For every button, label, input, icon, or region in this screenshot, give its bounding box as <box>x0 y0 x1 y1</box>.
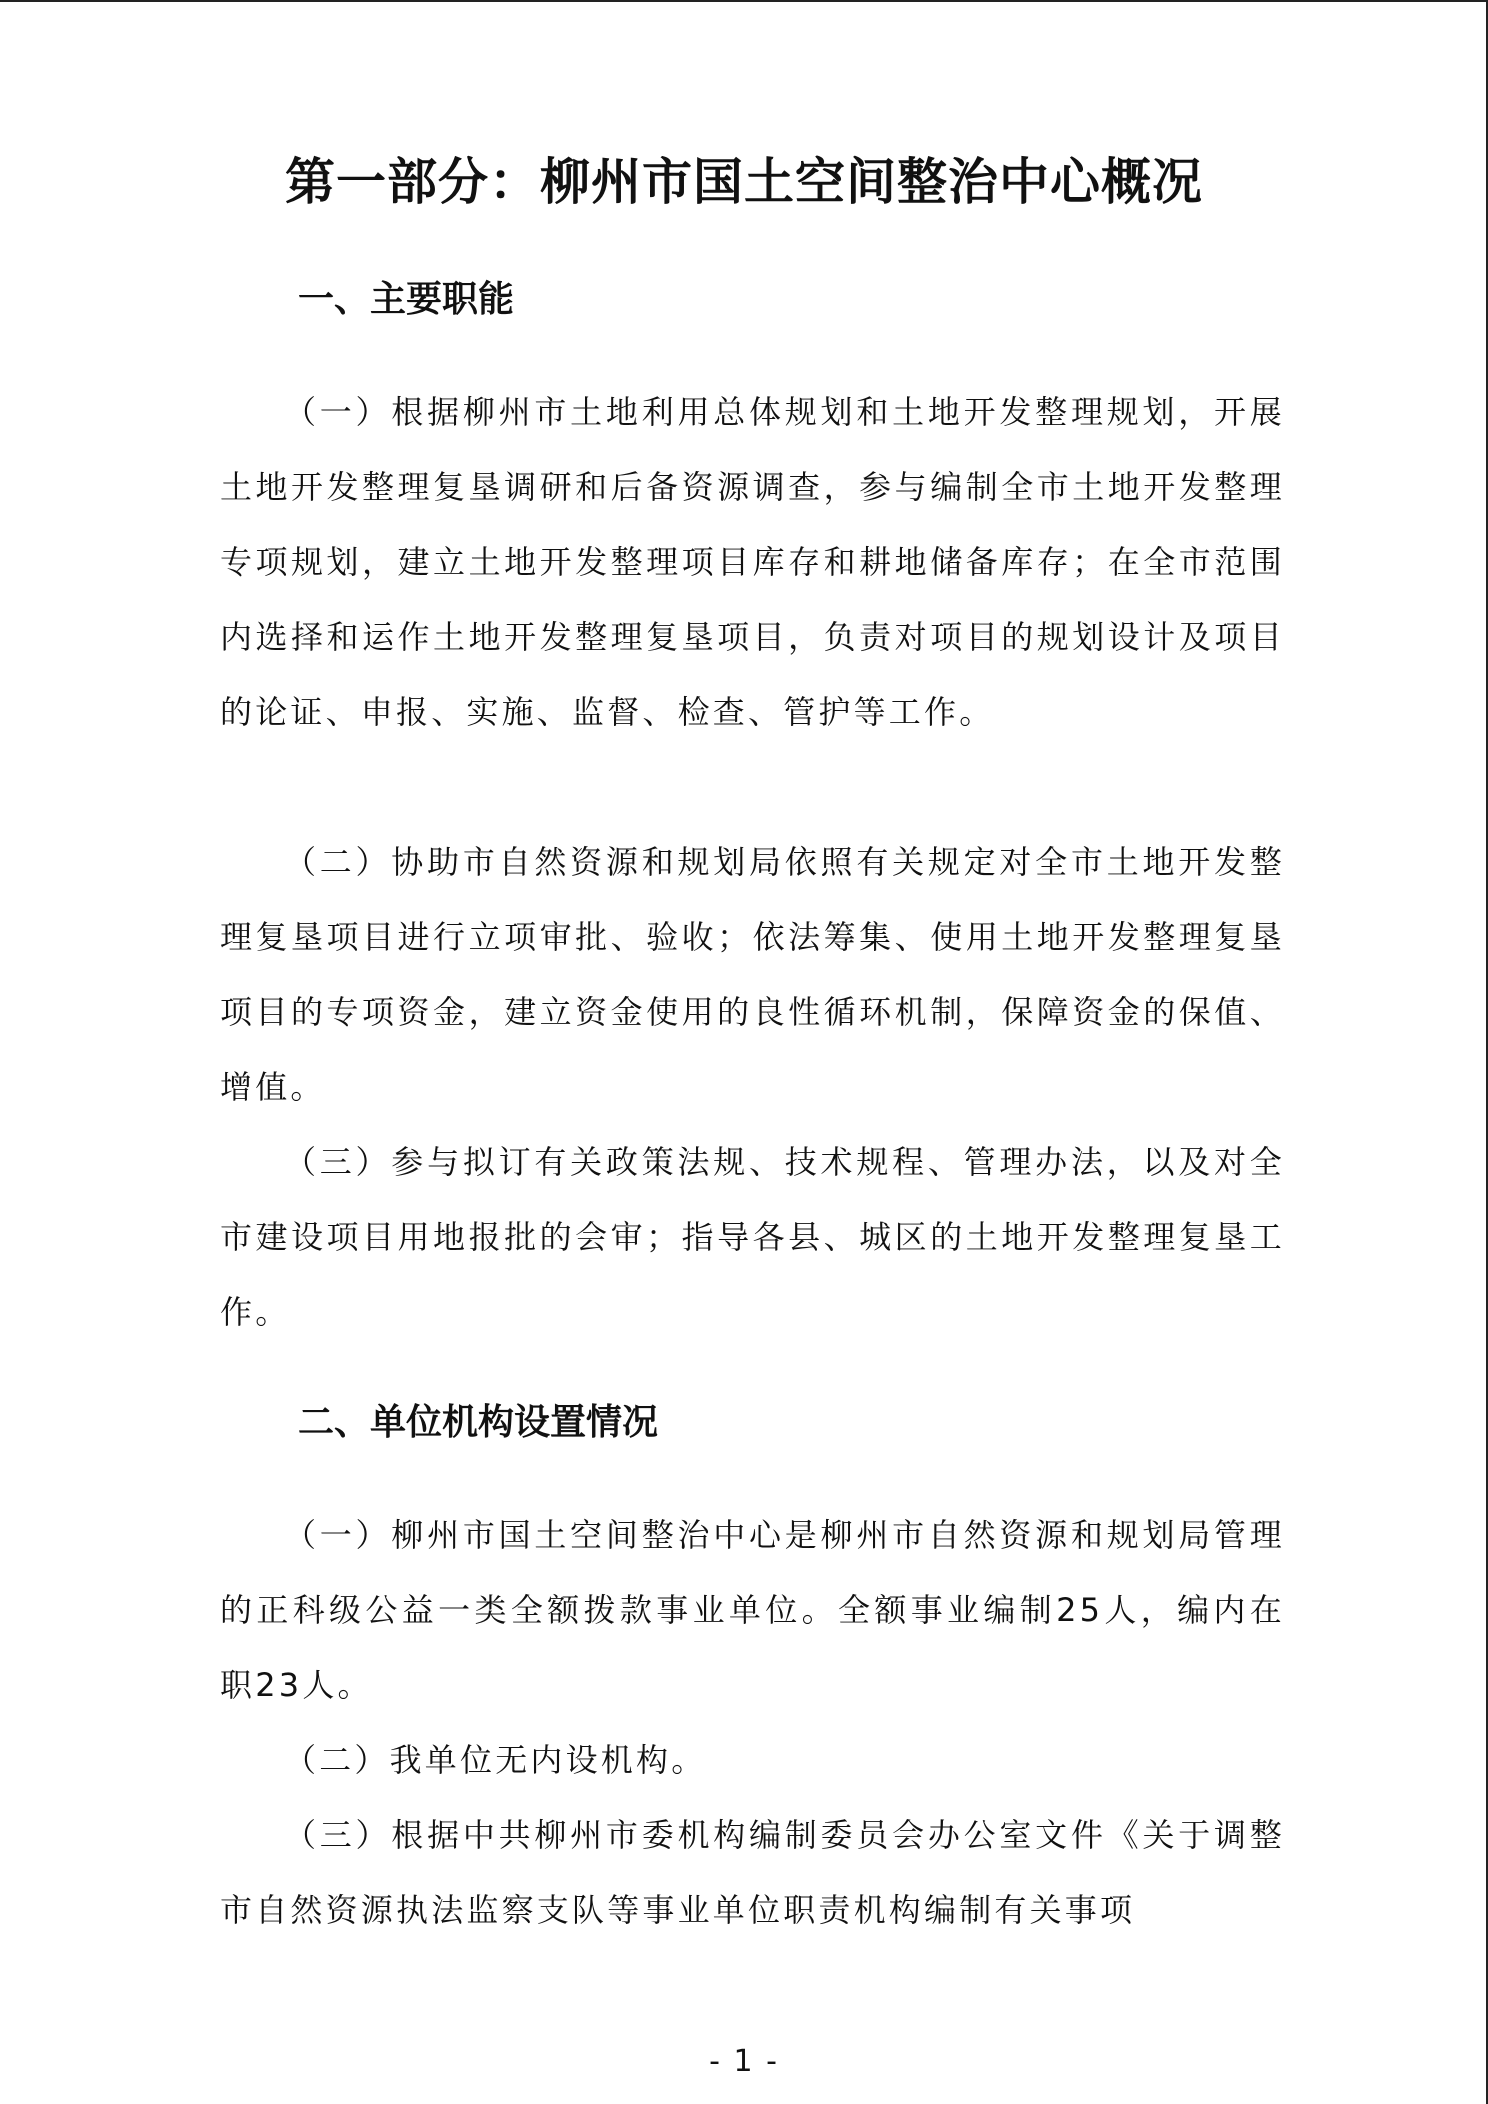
paragraph-function-1: （一）根据柳州市土地利用总体规划和土地开发整理规划，开展土地开发整理复垦调研和后备资源调查，参与编制全市土地开发整理专项规划，建立土地开发整理项目库存和耕地储备库存；在全市范围内选择和运作土地开发整理复垦项目，负责对项目的规划设计及项目的论证、申报、实施、监督、检查、管护等工作。 <box>220 393 1285 731</box>
paragraph-function-3: （三）参与拟订有关政策法规、技术规程、管理办法，以及对全市建设项目用地报批的会审；指导各县、城区的土地开发整理复垦工作。 <box>220 1143 1285 1331</box>
section-heading-main-functions: 一、主要职能 <box>298 279 515 320</box>
document-title: 第一部分：柳州市国土空间整治中心概况 <box>285 153 1203 211</box>
paragraph-function-2: （二）协助市自然资源和规划局依照有关规定对全市土地开发整理复垦项目进行立项审批、验收；依法筹集、使用土地开发整理复垦项目的专项资金，建立资金使用的良性循环机制，保障资金的保值、增值。 <box>220 843 1285 1106</box>
section-heading-organization: 二、单位机构设置情况 <box>298 1402 659 1443</box>
page-number: - 1 - <box>709 2044 779 2079</box>
paragraph-organization-1: （一）柳州市国土空间整治中心是柳州市自然资源和规划局管理的正科级公益一类全额拨款事业单位。全额事业编制25人，编内在职23人。 <box>220 1516 1285 1704</box>
paragraph-organization-2: （二）我单位无内设机构。 <box>284 1741 707 1779</box>
paragraph-organization-3: （三）根据中共柳州市委机构编制委员会办公室文件《关于调整市自然资源执法监察支队等事业单位职责机构编制有关事项 <box>220 1816 1285 1929</box>
